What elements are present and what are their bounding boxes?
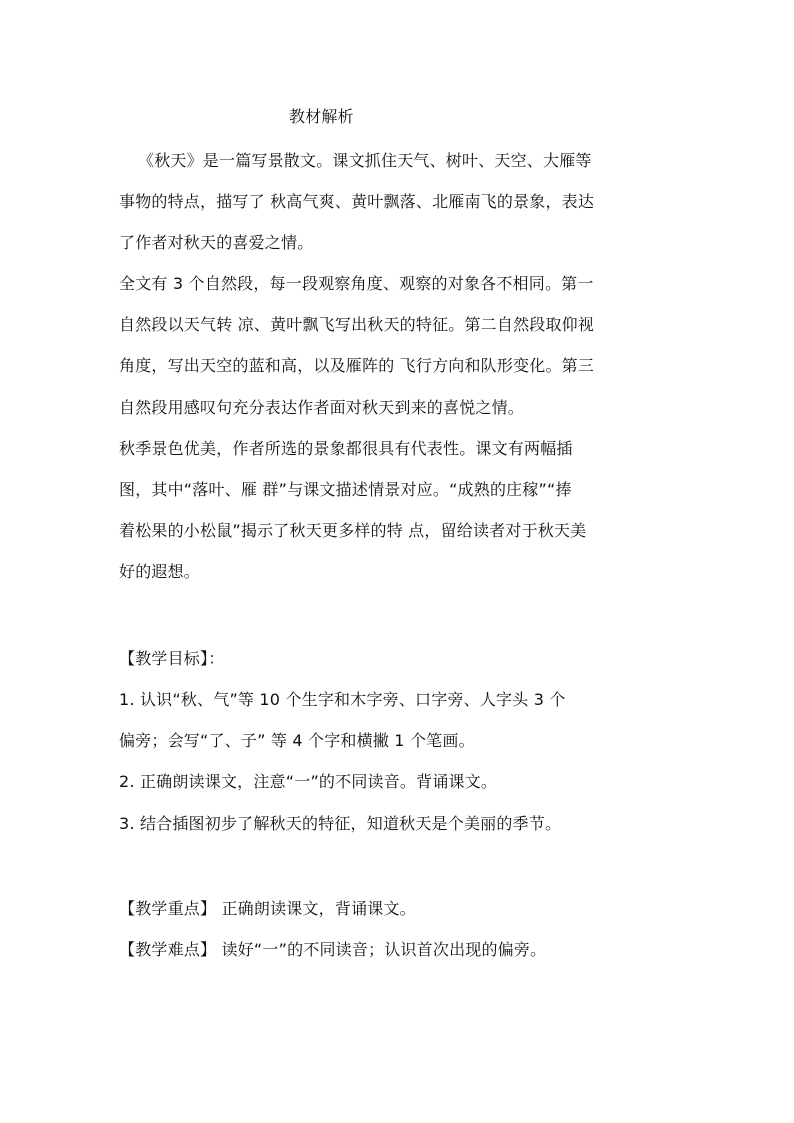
section-title: 教材解析 xyxy=(289,107,354,126)
paragraph-3-line-4: 好的遐想。 xyxy=(119,562,201,581)
paragraph-2-line-2: 自然段以天气转 凉、黄叶飘飞写出秋天的特征。第二自然段取仰视 xyxy=(119,315,595,334)
paragraph-2-line-1: 全文有 3 个自然段，每一段观察角度、观察的对象各不相同。第一 xyxy=(119,274,594,293)
paragraph-3-line-3: 着松果的小松鼠”揭示了秋天更多样的特 点，留给读者对于秋天美 xyxy=(119,521,587,540)
objective-1-line-2: 偏旁；会写“了、子” 等 4 个字和横撇 1 个笔画。 xyxy=(119,731,475,750)
paragraph-2-line-4: 自然段用感叹句充分表达作者面对秋天到来的喜悦之情。 xyxy=(119,398,525,417)
paragraph-2-line-3: 角度，写出天空的蓝和高，以及雁阵的 飞行方向和队形变化。第三 xyxy=(119,356,595,375)
paragraph-3-line-2: 图，其中“落叶、雁 群”与课文描述情景对应。“成熟的庄稼”“捧 xyxy=(119,480,572,499)
objectives-heading: 【教学目标】： xyxy=(119,649,225,668)
objective-3: 3. 结合插图初步了解秋天的特征，知道秋天是个美丽的季节。 xyxy=(119,814,562,833)
teaching-difficulty: 【教学难点】 读好“一”的不同读音；认识首次出现的偏旁。 xyxy=(119,940,547,959)
paragraph-1-line-3: 了作者对秋天的喜爱之情。 xyxy=(119,233,314,252)
paragraph-3-line-1: 秋季景色优美，作者所选的景象都很具有代表性。课文有两幅插 xyxy=(119,439,573,458)
objective-2: 2. 正确朗读课文，注意“一”的不同读音。背诵课文。 xyxy=(119,772,498,791)
paragraph-1-line-2: 事物的特点，描写了 秋高气爽、黄叶飘落、北雁南飞的景象，表达 xyxy=(119,192,595,211)
paragraph-1-line-1: 《秋天》是一篇写景散文。课文抓住天气、树叶、天空、大雁等 xyxy=(138,151,592,170)
objective-1-line-1: 1. 认识“秋、气”等 10 个生字和木字旁、口字旁、人字头 3 个 xyxy=(119,690,566,709)
teaching-focus: 【教学重点】 正确朗读课文，背诵课文。 xyxy=(119,899,416,918)
